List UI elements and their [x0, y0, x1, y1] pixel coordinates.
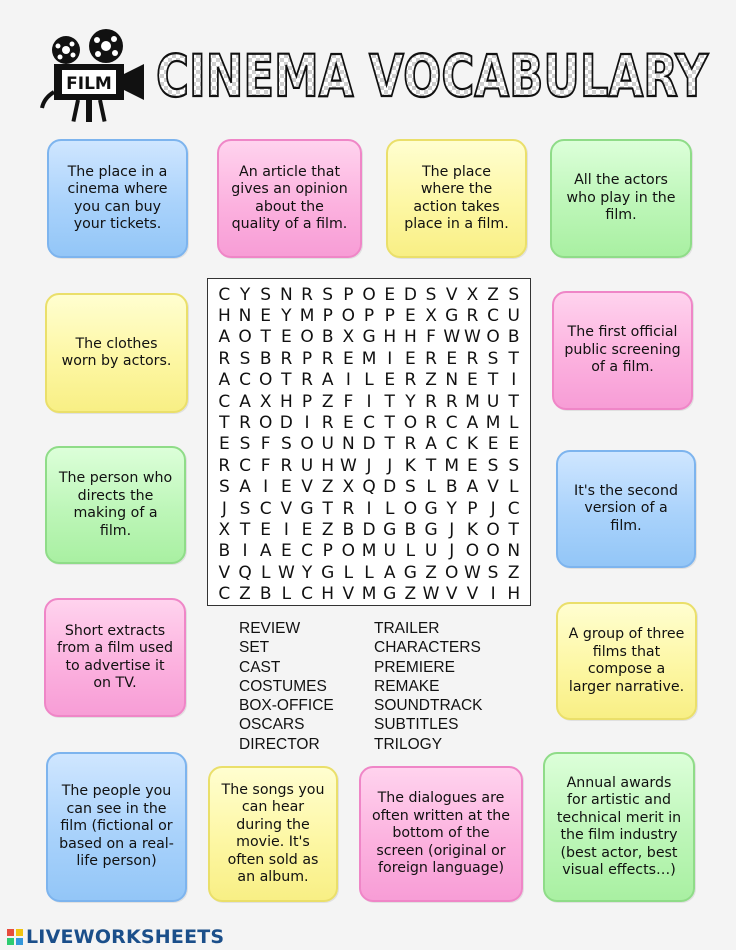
grid-letter: T: [384, 413, 395, 434]
grid-letter: X: [218, 519, 231, 540]
grid-letter: L: [364, 562, 374, 583]
grid-letter: C: [487, 306, 499, 327]
grid-letter: H: [383, 327, 397, 348]
clue-card-trilogy: [556, 602, 697, 720]
grid-letter: E: [446, 348, 458, 369]
grid-letter: I: [304, 413, 310, 434]
grid-letter: C: [218, 391, 231, 412]
grid-letter: A: [321, 370, 334, 391]
grid-letter: R: [301, 284, 313, 305]
grid-letter: U: [424, 541, 438, 562]
grid-letter: U: [486, 391, 500, 412]
grid-letter: Y: [446, 498, 457, 519]
grid-letter: E: [260, 519, 272, 540]
grid-letter: T: [508, 519, 519, 540]
grid-letter: B: [404, 519, 417, 540]
grid-letter: F: [426, 327, 436, 348]
clue-text: The first official public screening of a film.: [564, 324, 681, 376]
clue-text: The songs you can hear during the movie. It's often sold as an album.: [221, 781, 325, 885]
grid-letter: B: [321, 327, 334, 348]
grid-letter: C: [301, 541, 313, 562]
grid-letter: C: [507, 498, 520, 519]
grid-letter: N: [238, 306, 252, 327]
grid-letter: E: [301, 519, 313, 540]
grid-letter: R: [425, 391, 437, 412]
grid-letter: G: [383, 584, 397, 605]
grid-letter: I: [263, 477, 269, 498]
grid-letter: V: [466, 584, 479, 605]
grid-letter: T: [384, 391, 395, 412]
page-title: [156, 38, 716, 108]
grid-letter: C: [363, 413, 375, 434]
grid-letter: O: [258, 413, 273, 434]
grid-letter: E: [260, 306, 272, 327]
grid-letter: O: [403, 413, 418, 434]
grid-letter: R: [466, 348, 479, 369]
grid-letter: J: [366, 455, 372, 476]
grid-letter: I: [387, 348, 393, 369]
grid-letter: R: [218, 348, 231, 369]
grid-letter: M: [361, 348, 377, 369]
grid-letter: M: [444, 455, 460, 476]
grid-row: [214, 562, 524, 583]
grid-letter: L: [509, 477, 519, 498]
clue-text: It's the second version of a film.: [574, 482, 678, 534]
grid-letter: P: [467, 498, 478, 519]
grid-letter: Z: [321, 391, 334, 412]
grid-letter: I: [490, 584, 496, 605]
clue-card-cast: [550, 139, 692, 258]
grid-letter: V: [445, 584, 458, 605]
grid-letter: S: [280, 434, 292, 455]
grid-letter: O: [300, 434, 314, 455]
grid-letter: X: [425, 306, 437, 327]
grid-letter: R: [301, 370, 313, 391]
grid-letter: E: [467, 370, 478, 391]
grid-letter: R: [425, 348, 437, 369]
film-camera-logo: [40, 26, 148, 126]
grid-letter: E: [342, 348, 354, 369]
grid-row: [214, 583, 524, 604]
grid-row: [214, 434, 524, 455]
grid-letter: M: [361, 584, 377, 605]
grid-letter: R: [342, 498, 355, 519]
grid-letter: X: [342, 477, 355, 498]
word-list-item: CHARACTERS: [374, 639, 481, 657]
grid-letter: X: [466, 284, 479, 305]
grid-letter: R: [280, 455, 293, 476]
grid-letter: W: [463, 562, 481, 583]
grid-letter: B: [507, 327, 520, 348]
grid-letter: I: [345, 370, 351, 391]
grid-letter: B: [259, 584, 272, 605]
clue-card-review: [217, 139, 362, 258]
grid-letter: F: [343, 391, 354, 412]
grid-letter: H: [403, 327, 417, 348]
grid-letter: O: [362, 284, 376, 305]
grid-letter: V: [487, 477, 499, 498]
grid-letter: C: [445, 413, 458, 434]
grid-letter: G: [383, 519, 397, 540]
grid-letter: O: [486, 519, 500, 540]
clue-card-premiere: [552, 291, 693, 410]
grid-letter: T: [239, 519, 251, 540]
grid-letter: Y: [301, 562, 313, 583]
grid-letter: S: [322, 284, 334, 305]
clue-text: The place in a cinema where you can buy your tickets.: [67, 163, 168, 232]
grid-letter: P: [363, 306, 375, 327]
grid-letter: Y: [281, 306, 292, 327]
grid-letter: L: [384, 498, 395, 519]
clue-card-remake: [556, 450, 696, 568]
grid-letter: L: [509, 413, 519, 434]
grid-row: [214, 455, 524, 476]
grid-letter: Q: [362, 477, 376, 498]
word-list-item: OSCARS: [239, 716, 305, 734]
grid-letter: I: [242, 541, 248, 562]
grid-letter: U: [383, 541, 396, 562]
liveworksheets-footer[interactable]: [6, 926, 224, 948]
grid-letter: P: [322, 541, 333, 562]
word-list-item: SOUNDTRACK: [374, 697, 483, 715]
grid-letter: A: [239, 391, 251, 412]
liveworksheets-logo-icon: [6, 928, 24, 946]
clue-card-subtitles: [359, 766, 523, 902]
grid-letter: U: [321, 434, 334, 455]
clue-text: Annual awards for artistic and technical merit in the film industry (best actor, best visual effects…): [556, 774, 682, 878]
clue-text: The dialogues are often written at the bottom of the screen (original or foreign language): [371, 790, 510, 877]
grid-letter: R: [321, 413, 334, 434]
grid-letter: O: [445, 562, 459, 583]
grid-letter: Z: [321, 477, 334, 498]
grid-letter: H: [217, 306, 231, 327]
grid-letter: K: [466, 434, 478, 455]
word-list-item: TRAILER: [374, 620, 440, 637]
grid-letter: T: [508, 391, 519, 412]
grid-letter: D: [383, 477, 397, 498]
grid-letter: N: [279, 284, 293, 305]
grid-letter: T: [508, 348, 519, 369]
grid-letter: R: [404, 370, 417, 391]
grid-letter: Q: [238, 562, 252, 583]
grid-letter: A: [466, 413, 479, 434]
grid-letter: H: [321, 455, 335, 476]
grid-letter: Z: [239, 584, 251, 605]
grid-letter: S: [487, 455, 499, 476]
grid-letter: B: [342, 519, 355, 540]
grid-letter: R: [425, 413, 437, 434]
logo-text: FILM: [66, 74, 112, 94]
grid-letter: L: [405, 541, 416, 562]
grid-letter: J: [449, 541, 455, 562]
grid-letter: T: [425, 455, 437, 476]
grid-letter: P: [301, 391, 313, 412]
grid-letter: U: [507, 306, 520, 327]
footer-brand: LIVEWORKSHEETS: [26, 926, 225, 948]
word-list-item: TRILOGY: [374, 735, 443, 753]
grid-row: [214, 305, 524, 326]
grid-row: [214, 519, 524, 540]
grid-letter: T: [487, 370, 499, 391]
grid-letter: A: [383, 562, 396, 583]
grid-row: [214, 370, 524, 391]
grid-row: [214, 284, 524, 305]
grid-letter: Z: [321, 519, 334, 540]
grid-letter: T: [384, 434, 395, 455]
word-list-item: SUBTITLES: [374, 716, 459, 734]
grid-row: [214, 498, 524, 519]
grid-letter: A: [425, 434, 437, 455]
grid-letter: H: [507, 584, 521, 605]
grid-letter: R: [445, 391, 458, 412]
clue-card-characters: [46, 752, 187, 902]
grid-letter: V: [301, 477, 313, 498]
grid-letter: E: [405, 348, 416, 369]
grid-letter: D: [403, 284, 417, 305]
grid-letter: H: [321, 584, 335, 605]
word-list-item: SET: [239, 639, 270, 657]
title-text: CINEMA VOCABULARY: [156, 42, 709, 108]
grid-row: [214, 412, 524, 433]
grid-letter: D: [279, 413, 293, 434]
grid-letter: B: [445, 477, 458, 498]
grid-letter: G: [321, 562, 335, 583]
word-list-left: [239, 619, 334, 754]
grid-letter: X: [259, 391, 272, 412]
grid-letter: D: [362, 519, 376, 540]
grid-letter: Y: [239, 284, 251, 305]
grid-letter: E: [342, 413, 354, 434]
grid-letter: V: [445, 284, 458, 305]
grid-letter: F: [260, 455, 271, 476]
clue-text: A group of three films that compose a larger narrative.: [568, 626, 685, 695]
clue-card-box-office: [47, 139, 188, 258]
clue-text: All the actors who play in the film.: [566, 172, 676, 224]
grid-letter: O: [258, 370, 273, 391]
grid-letter: Z: [507, 562, 520, 583]
grid-letter: V: [280, 498, 293, 519]
grid-letter: I: [283, 519, 289, 540]
grid-letter: P: [301, 348, 313, 369]
grid-letter: R: [239, 413, 251, 434]
grid-letter: W: [339, 455, 357, 476]
grid-letter: R: [280, 348, 293, 369]
word-list-item: COSTUMES: [239, 677, 327, 695]
grid-letter: A: [466, 477, 479, 498]
grid-letter: M: [465, 391, 480, 412]
grid-row: [214, 348, 524, 369]
grid-letter: H: [279, 391, 293, 412]
grid-row: [214, 541, 524, 562]
grid-letter: O: [486, 541, 500, 562]
grid-letter: O: [300, 327, 314, 348]
grid-letter: I: [511, 370, 517, 391]
clue-text: The clothes worn by actors.: [61, 335, 172, 369]
grid-letter: T: [219, 413, 230, 434]
grid-letter: E: [280, 541, 292, 562]
grid-letter: E: [487, 434, 499, 455]
grid-letter: G: [445, 306, 459, 327]
grid-letter: J: [449, 519, 455, 540]
grid-letter: K: [404, 455, 416, 476]
grid-letter: C: [259, 498, 272, 519]
grid-letter: C: [218, 584, 231, 605]
grid-letter: V: [218, 562, 231, 583]
grid-letter: C: [218, 284, 231, 305]
grid-letter: G: [424, 498, 438, 519]
grid-letter: W: [463, 327, 481, 348]
grid-row: [214, 391, 524, 412]
grid-letter: S: [487, 348, 499, 369]
grid-letter: J: [490, 498, 496, 519]
grid-letter: A: [218, 327, 231, 348]
grid-letter: S: [508, 455, 520, 476]
grid-letter: N: [342, 434, 355, 455]
grid-letter: E: [508, 434, 520, 455]
word-list-item: REVIEW: [239, 620, 301, 637]
clue-card-set: [386, 139, 527, 258]
grid-letter: L: [343, 562, 354, 583]
grid-letter: W: [443, 327, 461, 348]
grid-letter: Z: [425, 562, 437, 583]
grid-letter: W: [277, 562, 295, 583]
grid-letter: R: [404, 434, 417, 455]
grid-letter: N: [507, 541, 521, 562]
grid-letter: O: [341, 541, 356, 562]
grid-letter: E: [384, 370, 396, 391]
grid-letter: E: [280, 327, 292, 348]
clue-card-costumes: [45, 293, 188, 413]
grid-letter: N: [445, 370, 459, 391]
grid-letter: U: [300, 455, 314, 476]
grid-letter: L: [281, 584, 292, 605]
grid-letter: Z: [425, 370, 437, 391]
word-search-grid: [207, 278, 531, 606]
grid-letter: W: [422, 584, 440, 605]
grid-letter: I: [366, 391, 372, 412]
grid-letter: R: [218, 455, 231, 476]
grid-letter: V: [342, 584, 355, 605]
grid-letter: A: [218, 370, 231, 391]
grid-letter: I: [366, 498, 372, 519]
grid-letter: S: [239, 498, 251, 519]
grid-letter: C: [239, 370, 251, 391]
grid-letter: P: [384, 306, 395, 327]
word-list-item: REMAKE: [374, 677, 440, 695]
grid-letter: D: [362, 434, 376, 455]
grid-letter: X: [342, 327, 355, 348]
grid-letter: Y: [405, 391, 416, 412]
grid-letter: S: [508, 284, 520, 305]
clue-card-director: [45, 446, 186, 564]
grid-letter: S: [218, 477, 230, 498]
grid-letter: L: [426, 477, 436, 498]
grid-row: [214, 327, 524, 348]
grid-letter: E: [405, 306, 416, 327]
grid-letter: A: [239, 477, 251, 498]
grid-letter: O: [486, 327, 500, 348]
grid-letter: G: [403, 562, 417, 583]
grid-letter: S: [404, 477, 416, 498]
grid-letter: A: [259, 541, 272, 562]
grid-letter: B: [259, 348, 272, 369]
grid-letter: J: [387, 455, 393, 476]
word-list-item: CAST: [239, 658, 281, 676]
grid-letter: S: [425, 284, 437, 305]
grid-letter: S: [487, 562, 499, 583]
word-list-item: BOX-OFFICE: [239, 697, 334, 715]
grid-letter: E: [280, 477, 292, 498]
grid-letter: B: [218, 541, 231, 562]
clue-text: The place where the action takes place in a film.: [404, 163, 509, 232]
grid-letter: R: [466, 306, 479, 327]
grid-letter: Z: [487, 284, 499, 305]
grid-letter: P: [343, 284, 354, 305]
word-list-item: PREMIERE: [374, 658, 455, 676]
grid-letter: T: [260, 327, 271, 348]
grid-letter: G: [300, 498, 314, 519]
grid-letter: S: [239, 348, 251, 369]
grid-letter: K: [466, 519, 478, 540]
clue-text: The person who directs the making of a film.: [58, 470, 173, 539]
grid-letter: T: [281, 370, 292, 391]
grid-letter: C: [301, 584, 313, 605]
grid-letter: Z: [404, 584, 417, 605]
grid-letter: M: [361, 541, 377, 562]
clue-text: The people you can see in the film (fictional or based on a real-life person): [59, 783, 174, 870]
grid-letter: C: [239, 455, 251, 476]
grid-letter: S: [260, 284, 272, 305]
grid-letter: F: [260, 434, 271, 455]
grid-letter: L: [260, 562, 271, 583]
grid-letter: P: [322, 306, 333, 327]
grid-letter: O: [465, 541, 480, 562]
word-list-right: [374, 619, 483, 754]
clue-text: Short extracts from a film used to advertise it on TV.: [56, 622, 174, 691]
grid-row: [214, 477, 524, 498]
grid-letter: C: [445, 434, 458, 455]
grid-letter: E: [467, 455, 478, 476]
grid-letter: O: [341, 306, 356, 327]
word-list-item: DIRECTOR: [239, 735, 320, 753]
grid-letter: E: [218, 434, 230, 455]
grid-letter: S: [239, 434, 251, 455]
grid-letter: G: [362, 327, 376, 348]
grid-letter: M: [485, 413, 501, 434]
grid-letter: O: [238, 327, 252, 348]
grid-letter: J: [221, 498, 227, 519]
grid-letter: L: [364, 370, 374, 391]
clue-card-soundtrack: [208, 766, 338, 902]
grid-letter: T: [322, 498, 333, 519]
clue-card-trailer: [44, 598, 186, 717]
clue-card-oscars: [543, 752, 695, 902]
clue-text: An article that gives an opinion about the quality of a film.: [231, 163, 348, 232]
grid-letter: E: [384, 284, 396, 305]
grid-letter: O: [403, 498, 418, 519]
grid-letter: M: [299, 306, 315, 327]
grid-letter: R: [321, 348, 334, 369]
grid-letter: G: [424, 519, 438, 540]
